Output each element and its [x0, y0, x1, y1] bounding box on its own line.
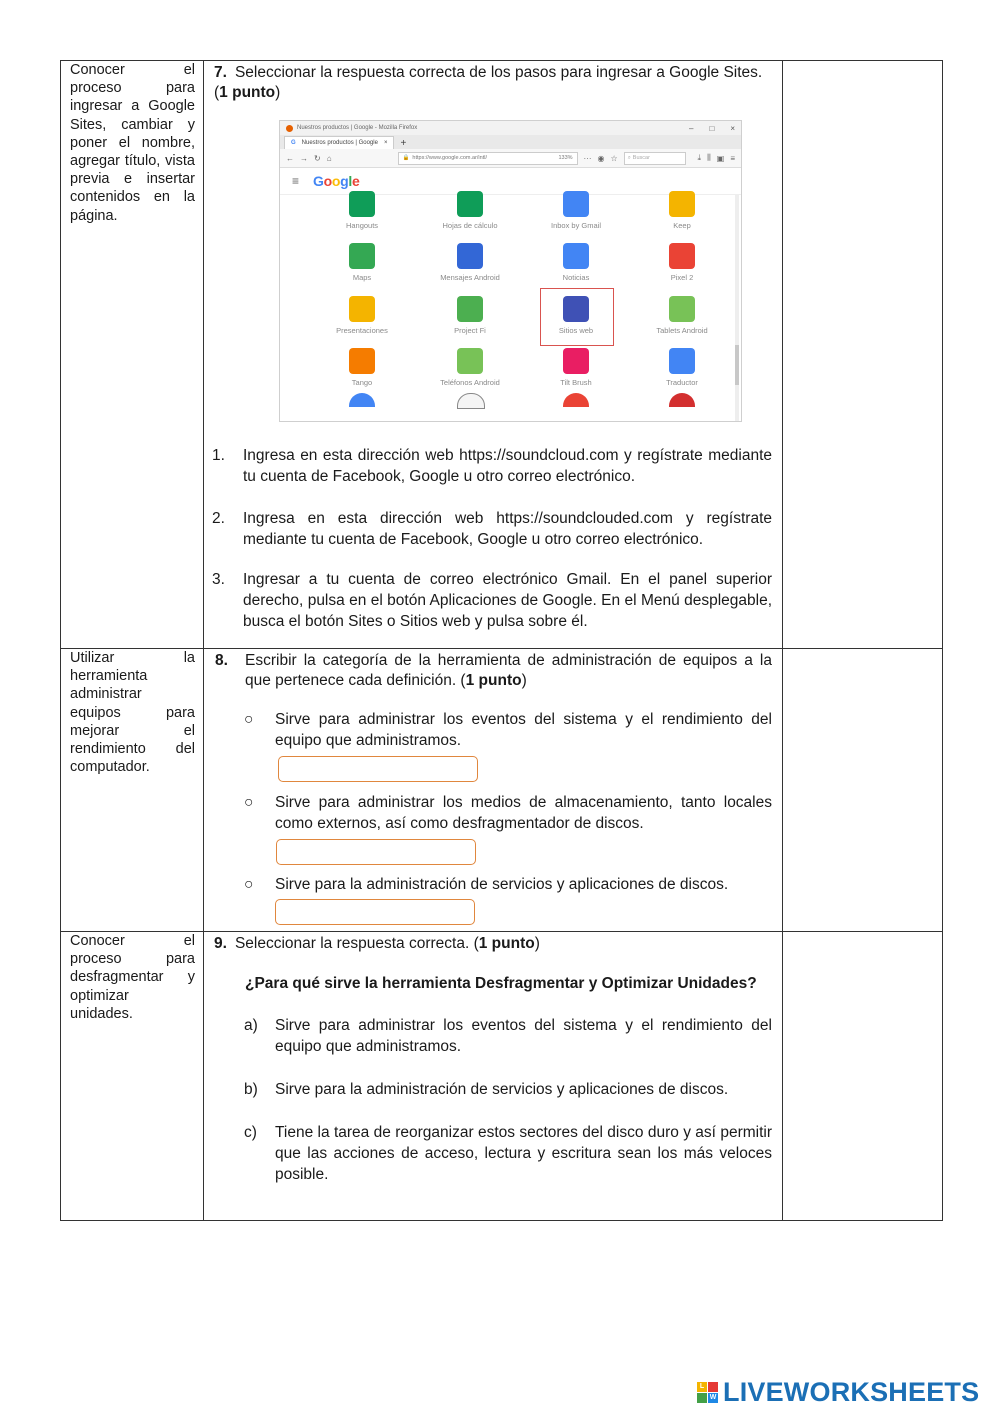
app-label: Inbox by Gmail	[550, 221, 602, 230]
question-row-7	[61, 61, 943, 649]
question-heading: 8. Escribir la categoría de la herramienta de administración de equipos a la que pertenece cada definición. (1 punto)	[215, 652, 772, 689]
app-tile[interactable]	[420, 191, 520, 230]
question-row-8	[61, 649, 943, 932]
worksheet-table	[60, 60, 943, 1221]
app-label: Pixel 2	[670, 273, 694, 282]
app-icon-partial	[563, 393, 589, 407]
android-icon	[669, 296, 695, 322]
maps-icon	[349, 243, 375, 269]
option-b[interactable]: b) Sirve para la administración de servicios y aplicaciones de discos.	[244, 1081, 729, 1098]
app-label: Noticias	[562, 273, 590, 282]
app-icon-partial	[457, 393, 485, 409]
app-icon-partial	[349, 393, 375, 407]
app-tile[interactable]	[312, 296, 412, 335]
question-row-9	[61, 932, 943, 1221]
objective-cell	[61, 61, 204, 649]
window-titlebar	[280, 121, 741, 135]
question-cell	[204, 932, 783, 1221]
score-cell	[783, 649, 943, 932]
question-number: 9.	[214, 935, 227, 952]
minimize-icon: –	[689, 123, 694, 133]
hamburger-icon: ≡	[292, 174, 300, 188]
answer-input[interactable]	[276, 839, 476, 865]
question-text: Escribir la categoría de la herramienta de administración de equipos a la que pertenece cada definición. (	[245, 652, 772, 689]
google-logo: Google	[313, 173, 360, 189]
app-tile[interactable]	[632, 348, 732, 387]
app-tile[interactable]	[420, 348, 520, 387]
project-fi-icon	[457, 296, 483, 322]
more-icon: ···	[583, 153, 592, 163]
answer-options	[204, 445, 782, 632]
question-number: 7.	[214, 64, 227, 81]
bookmark-star-icon: ☆	[610, 153, 618, 163]
definition-item: ○ Sirve para administrar los medios de almacenamiento, tanto locales como externos, así como desfragmentador de discos.	[204, 792, 782, 865]
zoom-level: 133%	[558, 155, 573, 161]
objective-text: Conocer el proceso para ingresar a Google Sites, cambiar y poner el nombre, agregar título, vista previa e insertar contenidos en la página.	[70, 62, 195, 224]
app-label: Traductor	[666, 378, 698, 387]
question-cell	[204, 649, 783, 932]
definition-list	[204, 709, 782, 925]
app-label: Sitios web	[558, 326, 594, 335]
option-a[interactable]: a) Sirve para administrar los eventos del sistema y el rendimiento del equipo que administramos.	[244, 1017, 772, 1055]
google-favicon-icon: G	[291, 140, 296, 146]
inbox-icon	[563, 191, 589, 217]
back-icon: ←	[286, 153, 294, 163]
option-3[interactable]: 3. Ingresar a tu cuenta de correo electrónico Gmail. En el panel superior derecho, pulsa en el botón Aplicaciones de Google. En el Menú desplegable, busca el botón Sites o Sitios web y pulsa sobre él.	[212, 571, 772, 630]
app-label: Tango	[351, 378, 373, 387]
messages-icon	[457, 243, 483, 269]
translate-icon	[669, 348, 695, 374]
menu-icon: ≡	[730, 153, 735, 163]
app-label: Hojas de cálculo	[442, 221, 498, 230]
tab-label: Nuestros productos | Google	[301, 140, 378, 146]
app-tile[interactable]	[526, 191, 626, 230]
app-tile[interactable]	[420, 243, 520, 282]
download-icon: ⤓	[697, 153, 702, 162]
app-tile[interactable]	[526, 348, 626, 387]
score-cell	[783, 61, 943, 649]
app-label: Maps	[352, 273, 372, 282]
search-icon: ⌕	[627, 154, 631, 161]
app-tile[interactable]	[632, 191, 732, 230]
objective-cell	[61, 932, 204, 1221]
selection-highlight	[540, 288, 614, 346]
browser-tab	[284, 136, 394, 149]
app-tile[interactable]	[312, 191, 412, 230]
app-tile[interactable]	[420, 296, 520, 335]
reload-icon: ↻	[314, 153, 321, 163]
definition-item: ○ Sirve para administrar los eventos del sistema y el rendimiento del equipo que administramos.	[204, 709, 782, 782]
home-icon: ⌂	[326, 153, 332, 163]
new-tab-icon: +	[400, 138, 407, 149]
close-icon: ×	[730, 123, 735, 133]
browser-tabbar	[280, 135, 741, 149]
browser-navbar	[280, 149, 741, 168]
library-icon: ⫼	[707, 153, 711, 162]
liveworksheets-logo-icon: L W	[697, 1382, 719, 1404]
bullet-icon: ○	[244, 876, 254, 893]
maximize-icon: □	[709, 123, 715, 133]
liveworksheets-wordmark: LIVEWORKSHEETS	[723, 1377, 980, 1407]
pocket-icon: ◉	[597, 153, 605, 163]
question-points: 1 punto	[219, 84, 276, 101]
app-icon-partial	[669, 393, 695, 407]
app-tile[interactable]	[312, 243, 412, 282]
tab-close-icon: ×	[383, 140, 388, 146]
app-label: Project Fi	[454, 326, 486, 335]
sidebar-icon: ▣	[716, 153, 725, 163]
option-2[interactable]: 2. Ingresa en esta dirección web https://soundclouded.com y regístrate mediante tu cuenta de Facebook, Google u otro correo electrónico.	[212, 510, 772, 548]
app-label: Tablets Android	[656, 326, 708, 335]
liveworksheets-brand	[697, 1377, 979, 1408]
news-icon	[563, 243, 589, 269]
page-scrollbar	[735, 195, 739, 421]
question-points: 1 punto	[478, 935, 535, 952]
lock-icon: 🔒	[402, 155, 410, 161]
answer-options	[204, 1015, 782, 1185]
answer-input[interactable]	[278, 756, 478, 782]
url-text: https://www.google.com.ar/intl/	[412, 155, 487, 161]
keep-icon	[669, 191, 695, 217]
slides-icon	[349, 296, 375, 322]
google-g-icon	[669, 243, 695, 269]
firefox-icon	[286, 125, 293, 132]
question-points: 1 punto	[465, 672, 522, 689]
address-bar	[398, 152, 578, 165]
app-tile[interactable]	[526, 243, 626, 282]
question-number: 8.	[215, 652, 228, 669]
objective-text: Conocer el proceso para desfragmentar y optimizar unidades.	[70, 933, 195, 1022]
definition-item: ○ Sirve para la administración de servicios y aplicaciones de discos.	[204, 874, 782, 925]
app-label: Tilt Brush	[560, 378, 592, 387]
app-label: Mensajes Android	[440, 273, 500, 282]
app-label: Presentaciones	[336, 326, 388, 335]
option-c[interactable]: c) Tiene la tarea de reorganizar estos sectores del disco duro y así permitir que las acciones de acceso, lectura y escritura sean los más veloces posible.	[244, 1124, 772, 1183]
objective-text: Utilizar la herramienta administrar equipos para mejorar el rendimiento del computador.	[70, 650, 195, 776]
app-tile[interactable]	[312, 348, 412, 387]
question-prompt: ¿Para qué sirve la herramienta Desfragmentar y Optimizar Unidades?	[245, 975, 757, 992]
app-tile[interactable]	[632, 296, 732, 335]
app-tile[interactable]	[632, 243, 732, 282]
sheets-icon	[457, 191, 483, 217]
forward-icon: →	[300, 153, 308, 163]
question-text: Seleccionar la respuesta correcta de los pasos para ingresar a Google Sites. (	[214, 64, 763, 101]
question-heading: 7. Seleccionar la respuesta correcta de los pasos para ingresar a Google Sites. (1 punto)	[214, 64, 763, 101]
window-title: Nuestros productos | Google - Mozilla Firefox	[297, 125, 418, 131]
answer-input[interactable]	[275, 899, 475, 925]
objective-cell	[61, 649, 204, 932]
android-icon	[457, 348, 483, 374]
browser-screenshot	[279, 120, 742, 422]
bullet-icon: ○	[244, 711, 254, 728]
tango-icon	[349, 348, 375, 374]
tilt-brush-icon	[563, 348, 589, 374]
browser-search: ⌕ Buscar	[624, 152, 686, 165]
question-cell	[204, 61, 783, 649]
hangouts-icon	[349, 191, 375, 217]
question-heading: 9. Seleccionar la respuesta correcta. (1 punto)	[214, 935, 540, 952]
app-label: Keep	[673, 221, 691, 230]
app-label: Hangouts	[345, 221, 379, 230]
bullet-icon: ○	[244, 794, 254, 811]
score-cell	[783, 932, 943, 1221]
option-1[interactable]: 1. Ingresa en esta dirección web https://soundcloud.com y regístrate mediante tu cuenta de Facebook, Google u otro correo electrónico.	[212, 447, 772, 485]
app-label: Teléfonos Android	[440, 378, 500, 387]
question-text: Seleccionar la respuesta correcta. (	[234, 935, 479, 952]
